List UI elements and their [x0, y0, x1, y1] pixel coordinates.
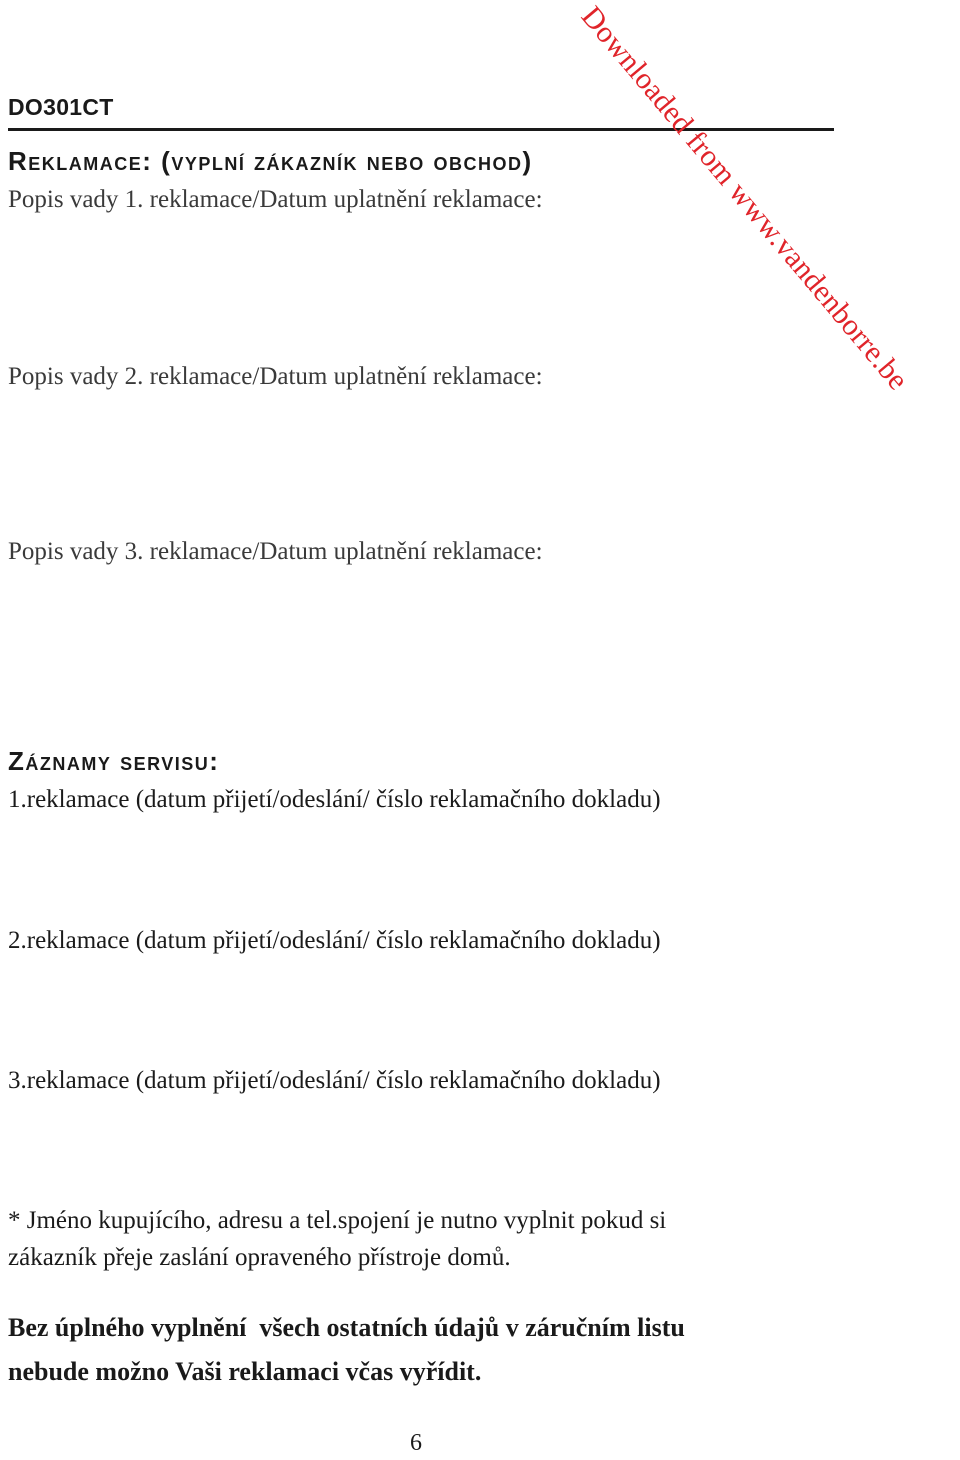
- claim-field-3: Popis vady 3. reklamace/Datum uplatnění reklamace:: [8, 538, 543, 565]
- warning-line-2: nebude možno Vaši reklamaci včas vyřídit.: [8, 1357, 482, 1386]
- service-record-3: 3.reklamace (datum přijetí/odeslání/ číslo reklamačního dokladu): [8, 1067, 661, 1094]
- claim-field-1: Popis vady 1. reklamace/Datum uplatnění reklamace:: [8, 186, 543, 213]
- service-record-2: 2.reklamace (datum přijetí/odeslání/ číslo reklamačního dokladu): [8, 927, 661, 954]
- note-line-1: * Jméno kupujícího, adresu a tel.spojení je nutno vyplnit pokud si: [8, 1207, 667, 1234]
- service-record-1: 1.reklamace (datum přijetí/odeslání/ číslo reklamačního dokladu): [8, 786, 661, 813]
- note-line-2: zákazník přeje zaslání opraveného přístroje domů.: [8, 1244, 511, 1271]
- page-number: 6: [410, 1430, 422, 1456]
- section-heading-claims: Reklamace: (vyplní zákazník nebo obchod): [8, 146, 533, 176]
- claim-field-2: Popis vady 2. reklamace/Datum uplatnění reklamace:: [8, 363, 543, 390]
- section-heading-service: Záznamy servisu:: [8, 746, 220, 776]
- model-label: DO301CT: [8, 94, 114, 120]
- warning-line-1: Bez úplného vyplnění všech ostatních údajů v záručním listu: [8, 1313, 685, 1342]
- download-watermark: Downloaded from www.vandenborre.be: [574, 0, 915, 397]
